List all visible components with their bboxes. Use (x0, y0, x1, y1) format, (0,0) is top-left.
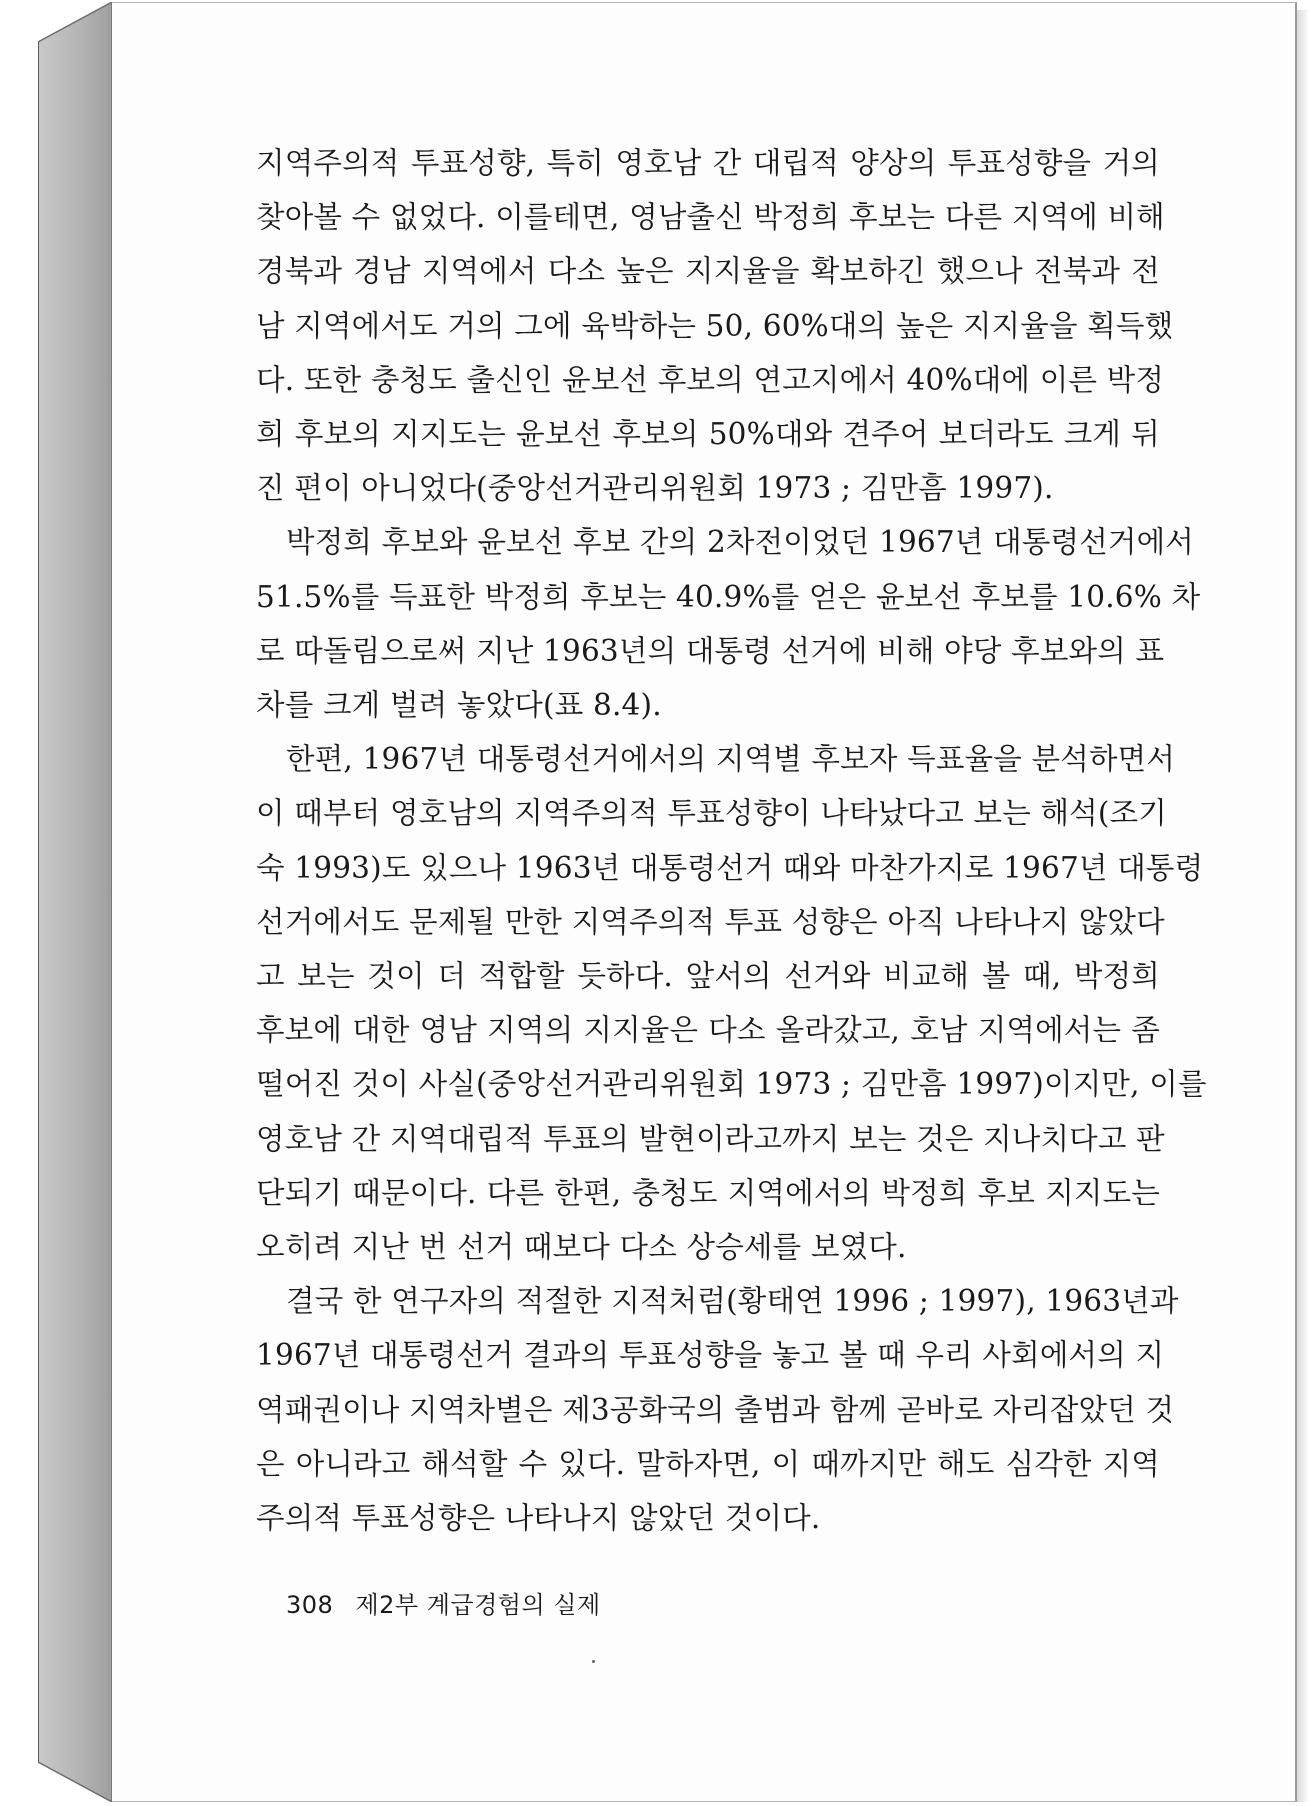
paragraph-3 (256, 732, 1207, 1274)
paragraph-2 (256, 515, 1201, 732)
text-line: 진 편이 아니었다(중앙선거관리위원회 1973 ; 김만흠 1997). (256, 471, 1054, 506)
text-line: 단되기 때문이다. 다른 한편, 충청도 지역에서의 박정희 후보 지지도는 (256, 1175, 1160, 1210)
text-line: 선거에서도 문제될 만한 지역주의적 투표 성향은 아직 나타나지 않았다 (256, 904, 1165, 939)
text-line: 차를 크게 벌려 놓았다(표 8.4). (256, 688, 662, 723)
text-line: 영호남 간 지역대립적 투표의 발현이라고까지 보는 것은 지나치다고 판 (256, 1121, 1165, 1156)
text-line: 오히려 지난 번 선거 때보다 다소 상승세를 보였다. (256, 1230, 907, 1265)
body-text (256, 136, 1207, 1545)
running-section-title: 제2부 계급경험의 실제 (355, 1591, 601, 1619)
text-line: 후보에 대한 영남 지역의 지지율은 다소 올라갔고, 호남 지역에서는 좀 (256, 1013, 1160, 1048)
text-line: 고 보는 것이 더 적합할 듯하다. 앞서의 선거와 비교해 볼 때, 박정희 (256, 959, 1160, 994)
text-line: 숙 1993)도 있으나 1963년 대통령선거 때와 마찬가지로 1967년 대통령 (256, 850, 1204, 885)
text-line: 역패권이나 지역차별은 제3공화국의 출범과 함께 곧바로 자리잡았던 것 (256, 1392, 1175, 1427)
text-line: 51.5%를 득표한 박정희 후보는 40.9%를 얻은 윤보선 후보를 10.6% 차 (256, 579, 1201, 614)
text-line: 주의적 투표성향은 나타나지 않았던 것이다. (256, 1501, 821, 1536)
text-line: 로 따돌림으로써 지난 1963년의 대통령 선거에 비해 야당 후보와의 표 (256, 633, 1165, 668)
text-line: 지역주의적 투표성향, 특히 영호남 간 대립적 양상의 투표성향을 거의 (256, 146, 1160, 180)
text-line: 1967년 대통령선거 결과의 투표성향을 놓고 볼 때 우리 사회에서의 지 (256, 1338, 1165, 1373)
text-line: 한편, 1967년 대통령선거에서의 지역별 후보자 득표율을 분석하면서 (286, 742, 1176, 777)
text-line: 은 아니라고 해석할 수 있다. 말하자면, 이 때까지만 해도 심각한 지역 (256, 1446, 1160, 1481)
text-line: 찾아볼 수 없었다. 이를테면, 영남출신 박정희 후보는 다른 지역에 비해 (256, 200, 1165, 235)
text-line: 남 지역에서도 거의 그에 육박하는 50, 60%대의 높은 지지율을 획득했 (256, 308, 1174, 343)
page-number: 308 (286, 1591, 334, 1619)
paragraph-4 (256, 1274, 1179, 1545)
text-line: 경북과 경남 지역에서 다소 높은 지지율을 확보하긴 했으나 전북과 전 (256, 254, 1160, 289)
text-line: 떨어진 것이 사실(중앙선거관리위원회 1973 ; 김만흠 1997)이지만, 이를 (256, 1067, 1207, 1102)
book-spine (38, 2, 112, 1802)
text-line: 다. 또한 충청도 출신인 윤보선 후보의 연고지에서 40%대에 이른 박정 (256, 362, 1165, 397)
page-edge-shadow (1297, 10, 1309, 1802)
text-line: 이 때부터 영호남의 지역주의적 투표성향이 나타났다고 보는 해석(조기 (256, 796, 1167, 831)
text-line: 결국 한 연구자의 적절한 지적처럼(황태연 1996 ; 1997), 1963년과 (286, 1284, 1179, 1319)
text-line: 박정희 후보와 윤보선 후보 간의 2차전이었던 1967년 대통령선거에서 (286, 525, 1195, 560)
page-footer (286, 1585, 601, 1620)
scan-speck (592, 1660, 595, 1663)
text-line: 희 후보의 지지도는 윤보선 후보의 50%대와 견주어 보더라도 크게 뒤 (256, 417, 1160, 452)
paragraph-1 (256, 136, 1174, 515)
